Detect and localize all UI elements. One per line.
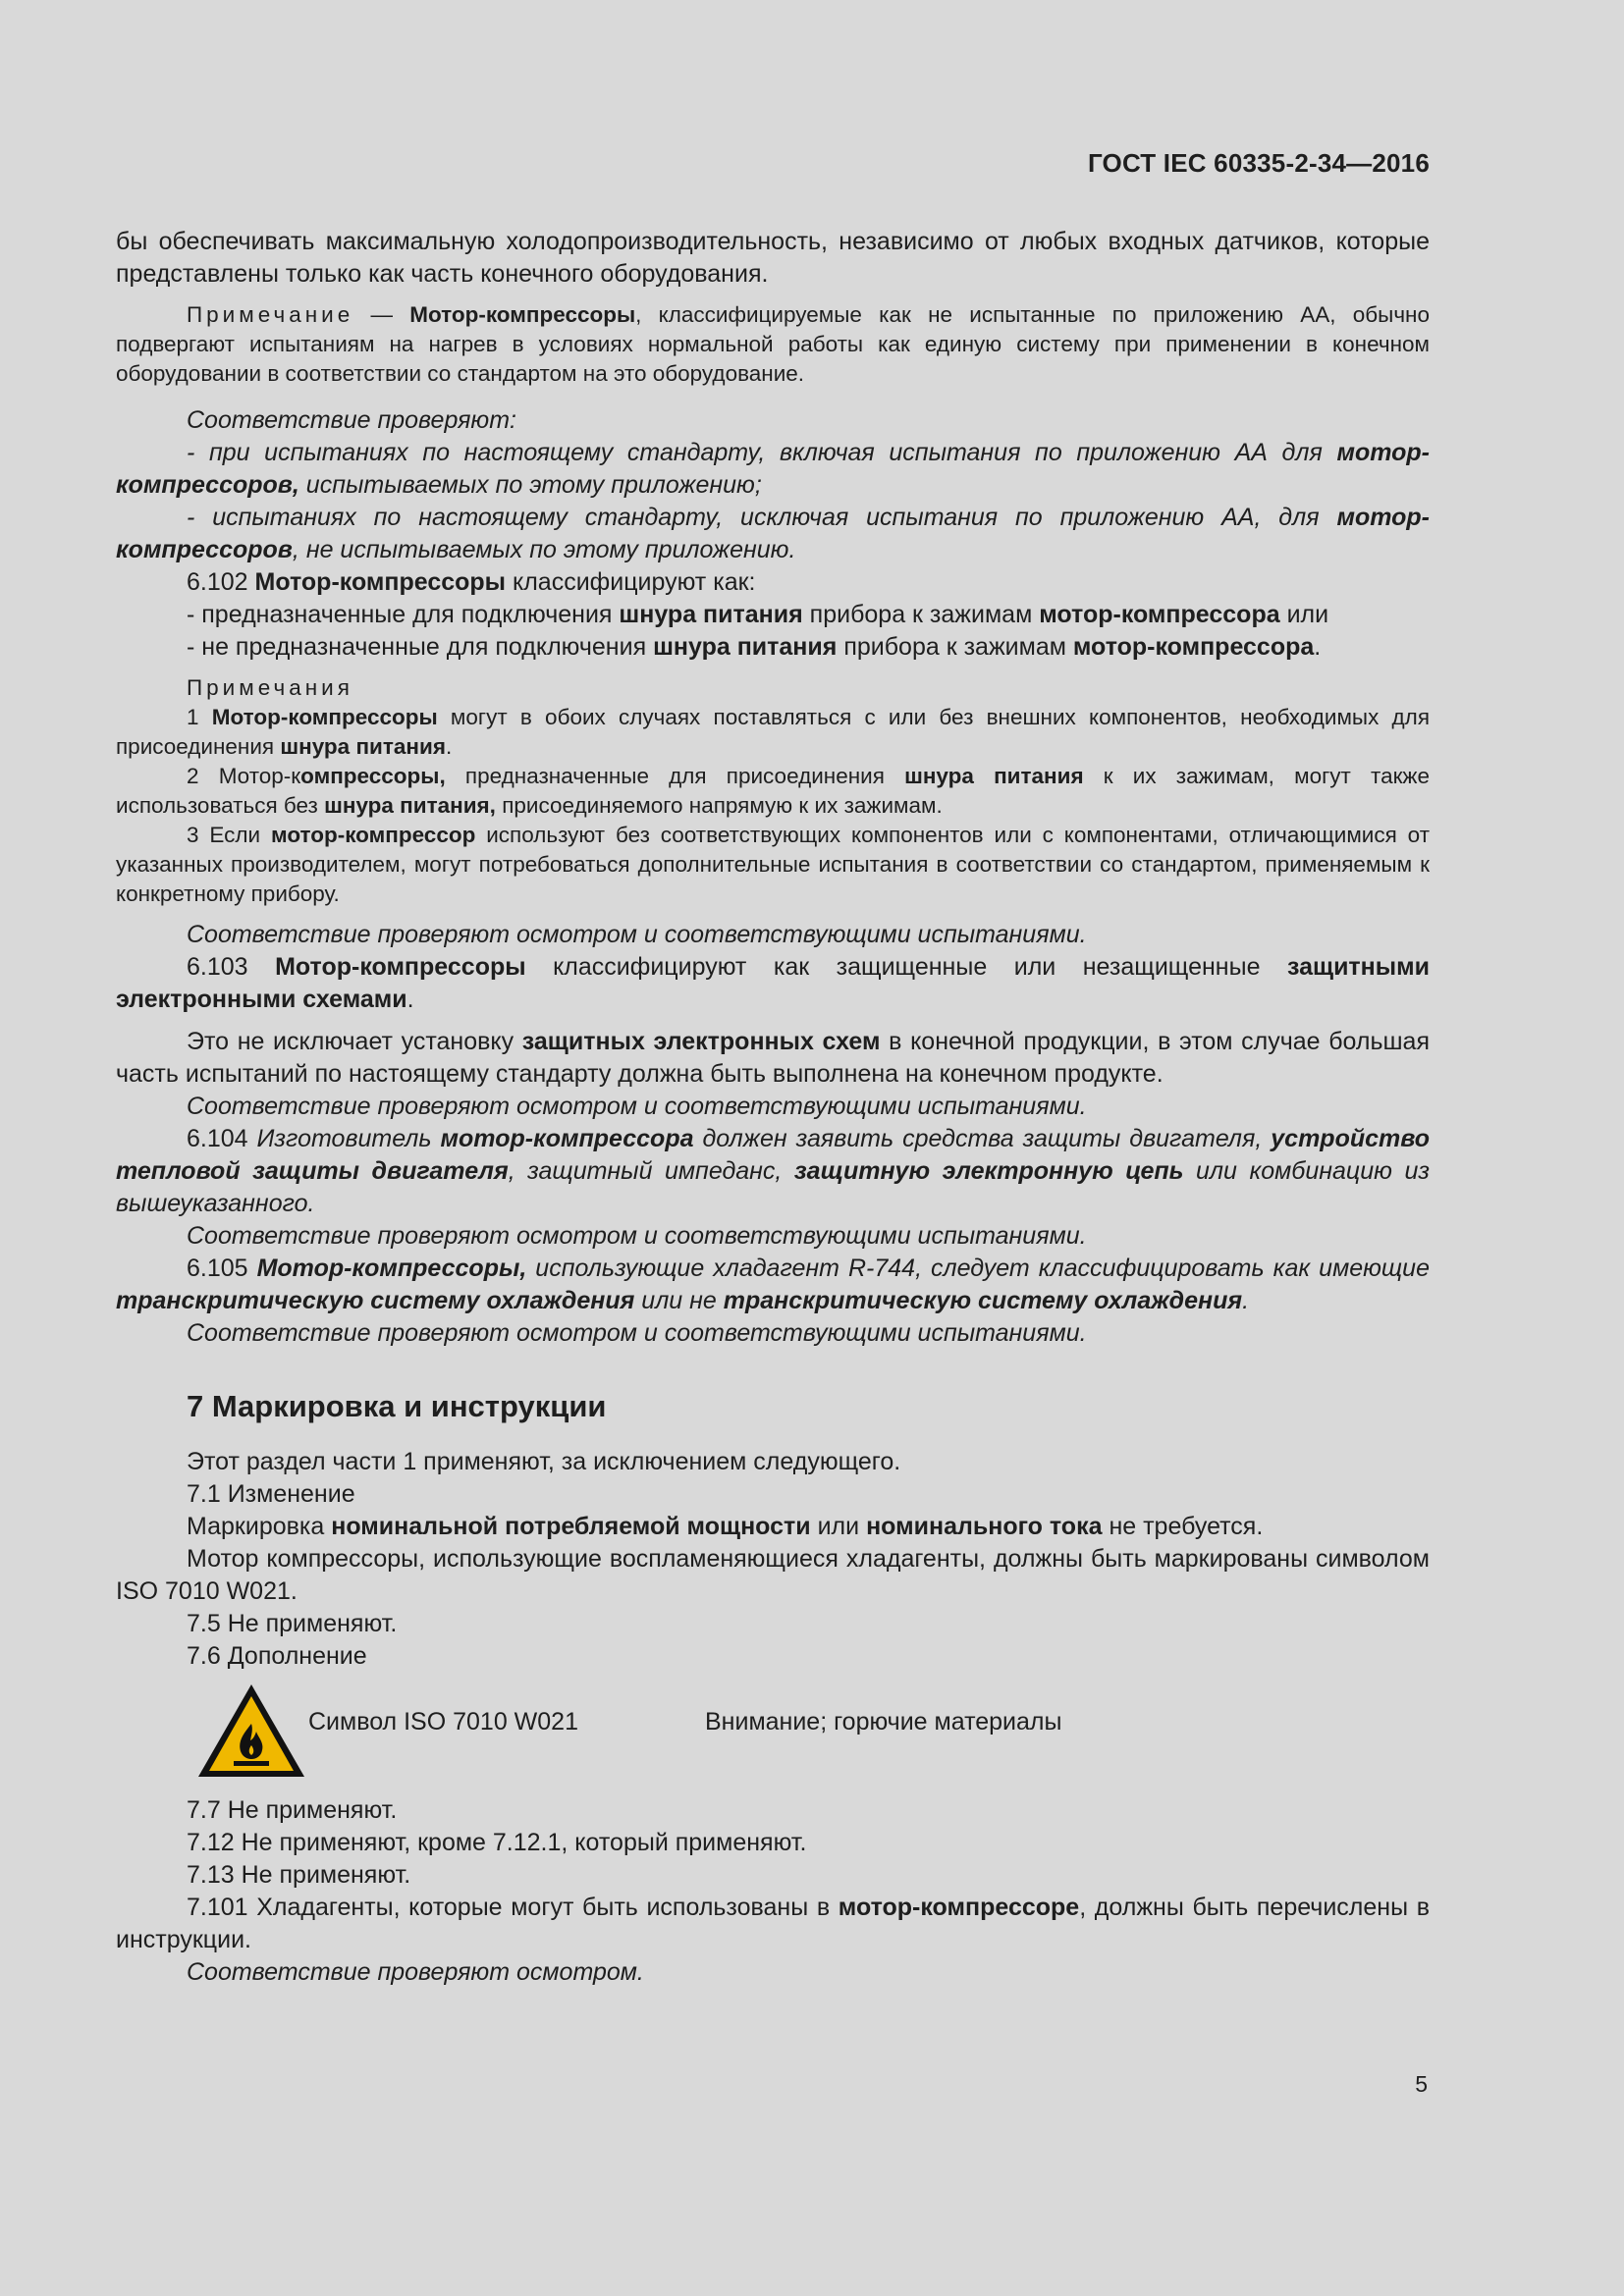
paragraph-continuation: бы обеспечивать максимальную холодопроизводительность, независимо от любых входных датчиков, которые представлены только как часть конечного оборудования.: [116, 228, 1430, 288]
document-header: ГОСТ IEC 60335-2-34—2016: [1087, 148, 1430, 178]
symbol-row: [116, 1681, 1430, 1789]
clause-7-1: 7.1 Изменение: [187, 1480, 355, 1508]
page-number: 5: [1415, 2071, 1428, 2097]
notes-label: Примечания: [187, 675, 353, 700]
note-3: 3 Если мотор-компрессор используют без соответствующих компонентов или с компонентами, отличающимися от указанных производителем, могут потребоваться дополнительные испытания в соответствии со стандартом, применяемым к конкретному прибору.: [116, 823, 1431, 906]
section-7-intro: Этот раздел части 1 применяют, за исключением следующего.: [187, 1448, 901, 1475]
compliance-item-1: - при испытаниях по настоящему стандарту, включая испытания по приложению АА для мотор-компрессоров, испытываемых по этому приложению;: [116, 439, 1430, 499]
clause-7-1-flammable: Мотор компрессоры, использующие воспламеняющиеся хладагенты, должны быть маркированы символом ISO 7010 W021.: [116, 1545, 1430, 1605]
compliance-line: Соответствие проверяют осмотром и соответствующими испытаниями.: [187, 1222, 1087, 1250]
compliance-line: Соответствие проверяют осмотром и соответствующими испытаниями.: [187, 1319, 1087, 1347]
note-paragraph: Примечание — Мотор-компрессоры, классифицируемые как не испытанные по приложению АА, обычно подвергают испытаниям на нагрев в условиях нормальной работы как единую систему при применении в конечном оборудовании в соответствии со стандартом на это оборудование.: [116, 302, 1430, 386]
clause-7-13: 7.13 Не применяют.: [187, 1861, 411, 1889]
clause-7-6: 7.6 Дополнение: [187, 1642, 367, 1670]
clause-7-5: 7.5 Не применяют.: [187, 1610, 398, 1637]
compliance-intro: Соответствие проверяют:: [187, 406, 516, 434]
clause-6-103-text: Это не исключает установку защитных электронных схем в конечной продукции, в этом случае большая часть испытаний по настоящему стандарту должна быть выполнена на конечном продукте.: [116, 1028, 1430, 1088]
clause-6-104: 6.104 Изготовитель мотор-компрессора должен заявить средства защиты двигателя, устройство тепловой защиты двигателя, защитный импеданс, защитную электронную цепь или комбинацию из вышеуказанного.: [116, 1125, 1430, 1217]
section-7-heading: 7 Маркировка и инструкции: [187, 1389, 607, 1423]
clause-7-1-marking: Маркировка номинальной потребляемой мощности или номинального тока не требуется.: [187, 1513, 1264, 1540]
clause-6-103: 6.103 Мотор-компрессоры классифицируют как защищенные или незащищенные защитными электронными схемами.: [116, 953, 1430, 1013]
symbol-code: Символ ISO 7010 W021: [308, 1708, 578, 1735]
compliance-item-2: - испытаниях по настоящему стандарту, исключая испытания по приложению АА, для мотор-компрессоров, не испытываемых по этому приложению.: [116, 504, 1430, 563]
clause-6-102-item-2: - не предназначенные для подключения шнура питания прибора к зажимам мотор-компрессора.: [187, 633, 1322, 661]
compliance-line: Соответствие проверяют осмотром и соответствующими испытаниями.: [187, 921, 1087, 948]
clause-6-102: 6.102 Мотор-компрессоры классифицируют как:: [187, 568, 756, 596]
flammable-warning-icon: [194, 1681, 308, 1783]
clause-6-105: 6.105 Мотор-компрессоры, использующие хладагент R-744, следует классифицировать как имеющие транскритическую систему охлаждения или не транскритическую систему охлаждения.: [116, 1255, 1430, 1314]
note-label: Примечание: [187, 302, 354, 327]
note-2: 2 Мотор-компрессоры, предназначенные для присоединения шнура питания к их зажимам, могут также использоваться без шнура питания, присоединяемого напрямую к их зажимам.: [116, 764, 1430, 818]
clause-7-7: 7.7 Не применяют.: [187, 1796, 398, 1824]
clause-7-101: 7.101 Хладагенты, которые могут быть использованы в мотор-компрессоре, должны быть перечислены в инструкции.: [116, 1894, 1430, 1953]
clause-6-102-item-1: - предназначенные для подключения шнура питания прибора к зажимам мотор-компрессора или: [187, 601, 1329, 628]
symbol-description: Внимание; горючие материалы: [705, 1708, 1062, 1735]
note-1: 1 Мотор-компрессоры могут в обоих случаях поставляться с или без внешних компонентов, необходимых для присоединения шнура питания.: [116, 705, 1430, 759]
compliance-line: Соответствие проверяют осмотром и соответствующими испытаниями.: [187, 1093, 1087, 1120]
page-content: [116, 226, 1430, 1989]
clause-7-12: 7.12 Не применяют, кроме 7.12.1, который применяют.: [187, 1829, 807, 1856]
final-compliance: Соответствие проверяют осмотром.: [187, 1958, 644, 1986]
